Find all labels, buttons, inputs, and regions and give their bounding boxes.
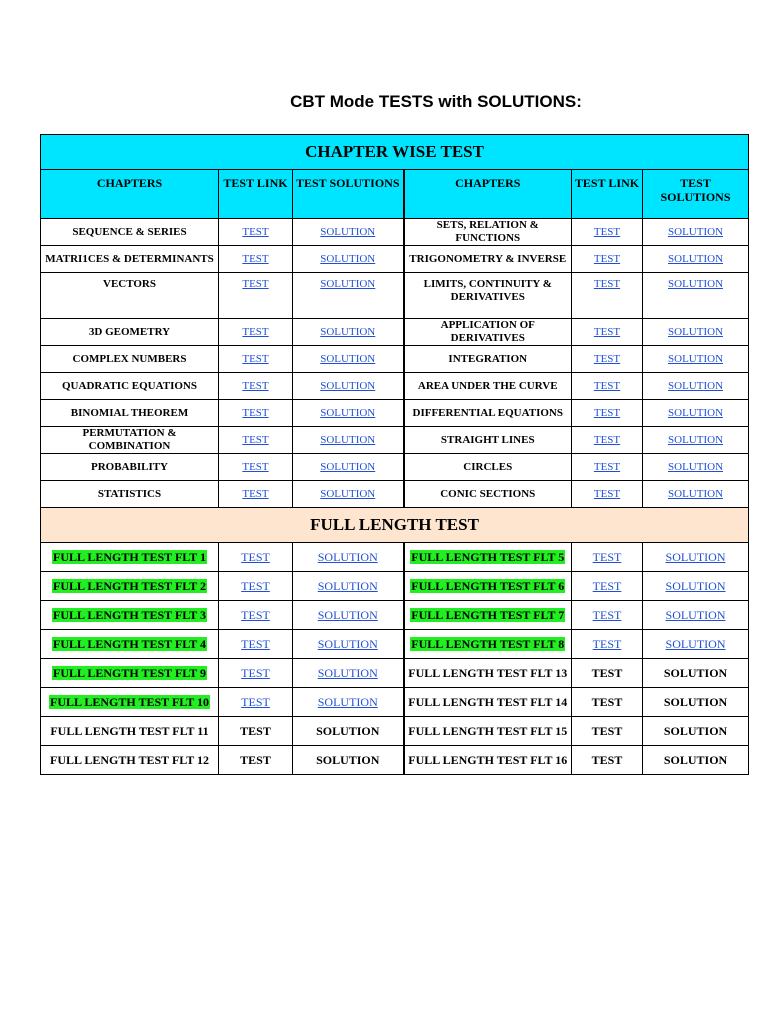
test-link[interactable]: TEST (593, 352, 621, 365)
solution-link: SOLUTION (663, 694, 728, 709)
chapter-name-right: STRAIGHT LINES (404, 427, 572, 454)
flt-row (41, 630, 749, 659)
solution-link-cell (643, 543, 749, 572)
solution-link-cell (643, 273, 749, 319)
solution-link[interactable]: SOLUTION (317, 578, 378, 593)
chapter-row (41, 346, 749, 373)
test-link[interactable]: TEST (592, 636, 622, 651)
solution-link[interactable]: SOLUTION (317, 636, 378, 651)
chapter-name-right: CIRCLES (404, 454, 572, 481)
test-link-cell (572, 219, 643, 246)
col-header-test-link-right: TEST LINK (572, 170, 643, 219)
test-link-cell (219, 400, 293, 427)
solution-link[interactable]: SOLUTION (320, 352, 376, 365)
solution-link-cell (643, 572, 749, 601)
test-link[interactable]: TEST (592, 549, 622, 564)
test-link-cell (572, 746, 643, 775)
test-link-cell (219, 373, 293, 400)
solution-link-cell (293, 659, 404, 688)
solution-link-cell (293, 601, 404, 630)
tests-table (40, 134, 749, 775)
flt-name-left: FULL LENGTH TEST FLT 11 (50, 723, 209, 738)
solution-link[interactable]: SOLUTION (320, 278, 376, 290)
flt-name-right: FULL LENGTH TEST FLT 15 (408, 723, 568, 738)
flt-name-right-cell (404, 659, 572, 688)
test-link-cell (572, 601, 643, 630)
flt-name-right-cell (404, 688, 572, 717)
flt-name-right-cell (404, 572, 572, 601)
flt-name-left-cell (41, 717, 219, 746)
flt-row (41, 572, 749, 601)
chapter-row (41, 273, 749, 319)
solution-link-cell (643, 481, 749, 508)
solution-link[interactable]: SOLUTION (668, 278, 724, 290)
flt-name-right: FULL LENGTH TEST FLT 7 (411, 607, 565, 622)
test-link: TEST (240, 752, 271, 767)
test-link-cell (219, 688, 293, 717)
test-link: TEST (591, 752, 623, 767)
solution-link-cell (293, 373, 404, 400)
solution-link-cell (293, 572, 404, 601)
chapter-name-left: BINOMIAL THEOREM (41, 400, 219, 427)
test-link[interactable]: TEST (241, 665, 270, 680)
test-link[interactable]: TEST (242, 460, 269, 473)
test-link[interactable]: TEST (593, 225, 621, 238)
solution-link-cell (643, 346, 749, 373)
flt-name-left: FULL LENGTH TEST FLT 4 (53, 636, 206, 651)
solution-link-cell (643, 601, 749, 630)
page-title: CBT Mode TESTS with SOLUTIONS: (290, 92, 582, 111)
flt-name-left: FULL LENGTH TEST FLT 9 (53, 665, 206, 680)
flt-name-right: FULL LENGTH TEST FLT 13 (408, 665, 568, 680)
test-link-cell (572, 346, 643, 373)
flt-name-right: FULL LENGTH TEST FLT 5 (411, 549, 565, 564)
flt-name-left: FULL LENGTH TEST FLT 3 (53, 607, 206, 622)
test-link-cell (219, 454, 293, 481)
test-link[interactable]: TEST (242, 406, 269, 419)
chapter-section-header-row (41, 135, 749, 170)
flt-row (41, 543, 749, 572)
test-link[interactable]: TEST (593, 278, 621, 290)
flt-name-left-cell (41, 688, 219, 717)
test-link-cell (219, 219, 293, 246)
solution-link-cell (643, 630, 749, 659)
solution-link-cell (293, 219, 404, 246)
test-link-cell (572, 481, 643, 508)
test-link-cell (572, 319, 643, 346)
flt-section-header-row (41, 508, 749, 543)
solution-link[interactable]: SOLUTION (317, 694, 378, 709)
test-link-cell (572, 659, 643, 688)
test-link-cell (572, 246, 643, 273)
chapter-name-left: SEQUENCE & SERIES (41, 219, 219, 246)
solution-link-cell (293, 454, 404, 481)
test-link[interactable]: TEST (592, 607, 622, 622)
col-header-test-solutions-left: TEST SOLUTIONS (293, 170, 404, 219)
chapter-name-left: 3D GEOMETRY (41, 319, 219, 346)
test-link-cell (219, 659, 293, 688)
test-link[interactable]: TEST (242, 278, 269, 290)
full-length-test-header: FULL LENGTH TEST (41, 508, 749, 543)
solution-link-cell (643, 688, 749, 717)
test-link-cell (219, 246, 293, 273)
flt-name-right-cell (404, 717, 572, 746)
chapter-name-left: MATRI1CES & DETERMINANTS (41, 246, 219, 273)
flt-name-right-cell (404, 601, 572, 630)
solution-link[interactable]: SOLUTION (320, 433, 376, 446)
test-link[interactable]: TEST (593, 433, 621, 446)
test-link-cell (219, 427, 293, 454)
solution-link[interactable]: SOLUTION (320, 325, 376, 338)
chapter-row (41, 319, 749, 346)
col-header-chapters-right: CHAPTERS (404, 170, 572, 219)
test-link[interactable]: TEST (242, 487, 269, 500)
test-link-cell (572, 400, 643, 427)
solution-link-cell (293, 688, 404, 717)
test-link[interactable]: TEST (593, 379, 621, 392)
solution-link[interactable]: SOLUTION (665, 549, 726, 564)
solution-link[interactable]: SOLUTION (665, 607, 726, 622)
flt-name-left-cell (41, 746, 219, 775)
test-link: TEST (240, 723, 271, 738)
flt-name-left: FULL LENGTH TEST FLT 2 (53, 578, 206, 593)
chapter-row (41, 481, 749, 508)
test-link-cell (572, 572, 643, 601)
solution-link-cell (643, 659, 749, 688)
solution-link-cell (643, 373, 749, 400)
solution-link[interactable]: SOLUTION (320, 252, 376, 265)
chapter-name-right: INTEGRATION (404, 346, 572, 373)
chapter-row (41, 219, 749, 246)
flt-row (41, 746, 749, 775)
column-header-row (41, 170, 749, 219)
test-link[interactable]: TEST (593, 487, 621, 500)
solution-link[interactable]: SOLUTION (668, 487, 724, 500)
test-link[interactable]: TEST (241, 636, 270, 651)
solution-link[interactable]: SOLUTION (665, 636, 726, 651)
chapter-name-right: DIFFERENTIAL EQUATIONS (404, 400, 572, 427)
solution-link: SOLUTION (663, 665, 728, 680)
flt-name-right-cell (404, 543, 572, 572)
test-link-cell (219, 572, 293, 601)
solution-link[interactable]: SOLUTION (320, 460, 376, 473)
chapter-name-right: AREA UNDER THE CURVE (404, 373, 572, 400)
test-link-cell (572, 273, 643, 319)
test-link[interactable]: TEST (593, 252, 621, 265)
solution-link: SOLUTION (316, 723, 380, 738)
test-link-cell (219, 717, 293, 746)
chapter-name-left: QUADRATIC EQUATIONS (41, 373, 219, 400)
flt-name-left-cell (41, 572, 219, 601)
flt-name-left: FULL LENGTH TEST FLT 10 (50, 694, 209, 709)
solution-link[interactable]: SOLUTION (668, 406, 724, 419)
test-link[interactable]: TEST (242, 325, 269, 338)
test-link-cell (219, 346, 293, 373)
flt-row (41, 601, 749, 630)
test-link-cell (572, 454, 643, 481)
solution-link[interactable]: SOLUTION (668, 433, 724, 446)
solution-link: SOLUTION (316, 752, 380, 767)
solution-link[interactable]: SOLUTION (320, 406, 376, 419)
test-link-cell (572, 630, 643, 659)
solution-link-cell (293, 346, 404, 373)
solution-link-cell (643, 427, 749, 454)
solution-link-cell (293, 543, 404, 572)
solution-link-cell (293, 427, 404, 454)
chapter-wise-test-header: CHAPTER WISE TEST (41, 135, 749, 170)
chapter-name-right: APPLICATION OF DERIVATIVES (404, 319, 572, 346)
solution-link-cell (643, 219, 749, 246)
flt-name-right-cell (404, 746, 572, 775)
solution-link[interactable]: SOLUTION (668, 325, 724, 338)
solution-link[interactable]: SOLUTION (668, 225, 724, 238)
solution-link[interactable]: SOLUTION (317, 549, 378, 564)
chapter-name-left: PERMUTATION & COMBINATION (41, 427, 219, 454)
flt-name-right: FULL LENGTH TEST FLT 16 (408, 752, 568, 767)
solution-link[interactable]: SOLUTION (320, 225, 376, 238)
flt-name-left-cell (41, 543, 219, 572)
test-link-cell (219, 601, 293, 630)
solution-link-cell (643, 319, 749, 346)
solution-link[interactable]: SOLUTION (320, 379, 376, 392)
flt-name-left-cell (41, 659, 219, 688)
chapter-name-left: VECTORS (41, 273, 219, 319)
test-link-cell (219, 273, 293, 319)
solution-link-cell (293, 630, 404, 659)
flt-row (41, 688, 749, 717)
solution-link-cell (643, 717, 749, 746)
test-link-cell (219, 319, 293, 346)
flt-name-left: FULL LENGTH TEST FLT 12 (50, 752, 209, 767)
solution-link[interactable]: SOLUTION (665, 578, 726, 593)
chapter-name-left: PROBABILITY (41, 454, 219, 481)
test-link[interactable]: TEST (241, 607, 270, 622)
flt-name-left-cell (41, 630, 219, 659)
solution-link-cell (293, 246, 404, 273)
test-link-cell (572, 427, 643, 454)
solution-link-cell (643, 400, 749, 427)
flt-row (41, 659, 749, 688)
test-link: TEST (591, 694, 623, 709)
chapter-name-right: SETS, RELATION & FUNCTIONS (404, 219, 572, 246)
chapter-row (41, 400, 749, 427)
chapter-name-right: LIMITS, CONTINUITY & DERIVATIVES (404, 273, 572, 319)
col-header-test-solutions-right: TEST SOLUTIONS (643, 170, 749, 219)
solution-link-cell (643, 246, 749, 273)
chapter-name-right: TRIGONOMETRY & INVERSE (404, 246, 572, 273)
test-link[interactable]: TEST (593, 460, 621, 473)
flt-row (41, 717, 749, 746)
col-header-test-link-left: TEST LINK (219, 170, 293, 219)
flt-name-right: FULL LENGTH TEST FLT 8 (411, 636, 565, 651)
solution-link-cell (293, 273, 404, 319)
test-link-cell (219, 746, 293, 775)
flt-name-right-cell (404, 630, 572, 659)
solution-link[interactable]: SOLUTION (668, 460, 724, 473)
test-link-cell (219, 481, 293, 508)
test-link[interactable]: TEST (241, 694, 270, 709)
flt-name-left: FULL LENGTH TEST FLT 1 (53, 549, 206, 564)
test-link[interactable]: TEST (242, 379, 269, 392)
solution-link: SOLUTION (663, 752, 728, 767)
test-link-cell (572, 373, 643, 400)
flt-name-left-cell (41, 601, 219, 630)
solution-link-cell (293, 319, 404, 346)
solution-link-cell (293, 481, 404, 508)
solution-link[interactable]: SOLUTION (668, 352, 724, 365)
test-link[interactable]: TEST (242, 433, 269, 446)
solution-link-cell (293, 746, 404, 775)
test-link[interactable]: TEST (241, 578, 270, 593)
solution-link[interactable]: SOLUTION (320, 487, 376, 500)
solution-link[interactable]: SOLUTION (668, 252, 724, 265)
solution-link[interactable]: SOLUTION (668, 379, 724, 392)
chapter-row (41, 373, 749, 400)
flt-name-right: FULL LENGTH TEST FLT 6 (411, 578, 565, 593)
test-link[interactable]: TEST (242, 225, 269, 238)
test-link-cell (572, 543, 643, 572)
chapter-row (41, 454, 749, 481)
solution-link-cell (293, 400, 404, 427)
solution-link-cell (643, 746, 749, 775)
solution-link-cell (293, 717, 404, 746)
test-link-cell (572, 688, 643, 717)
chapter-name-right: CONIC SECTIONS (404, 481, 572, 508)
solution-link[interactable]: SOLUTION (317, 665, 378, 680)
chapter-name-left: STATISTICS (41, 481, 219, 508)
test-link[interactable]: TEST (593, 325, 621, 338)
solution-link[interactable]: SOLUTION (317, 607, 378, 622)
test-link[interactable]: TEST (593, 406, 621, 419)
test-link[interactable]: TEST (241, 549, 270, 564)
chapter-row (41, 427, 749, 454)
solution-link-cell (643, 454, 749, 481)
test-link: TEST (591, 723, 623, 738)
test-link[interactable]: TEST (242, 252, 269, 265)
solution-link: SOLUTION (663, 723, 728, 738)
flt-name-right: FULL LENGTH TEST FLT 14 (408, 694, 568, 709)
test-link-cell (219, 543, 293, 572)
chapter-row (41, 246, 749, 273)
test-link[interactable]: TEST (242, 352, 269, 365)
col-header-chapters-left: CHAPTERS (41, 170, 219, 219)
test-link: TEST (591, 665, 623, 680)
test-link-cell (572, 717, 643, 746)
test-link-cell (219, 630, 293, 659)
chapter-name-left: COMPLEX NUMBERS (41, 346, 219, 373)
test-link[interactable]: TEST (592, 578, 622, 593)
